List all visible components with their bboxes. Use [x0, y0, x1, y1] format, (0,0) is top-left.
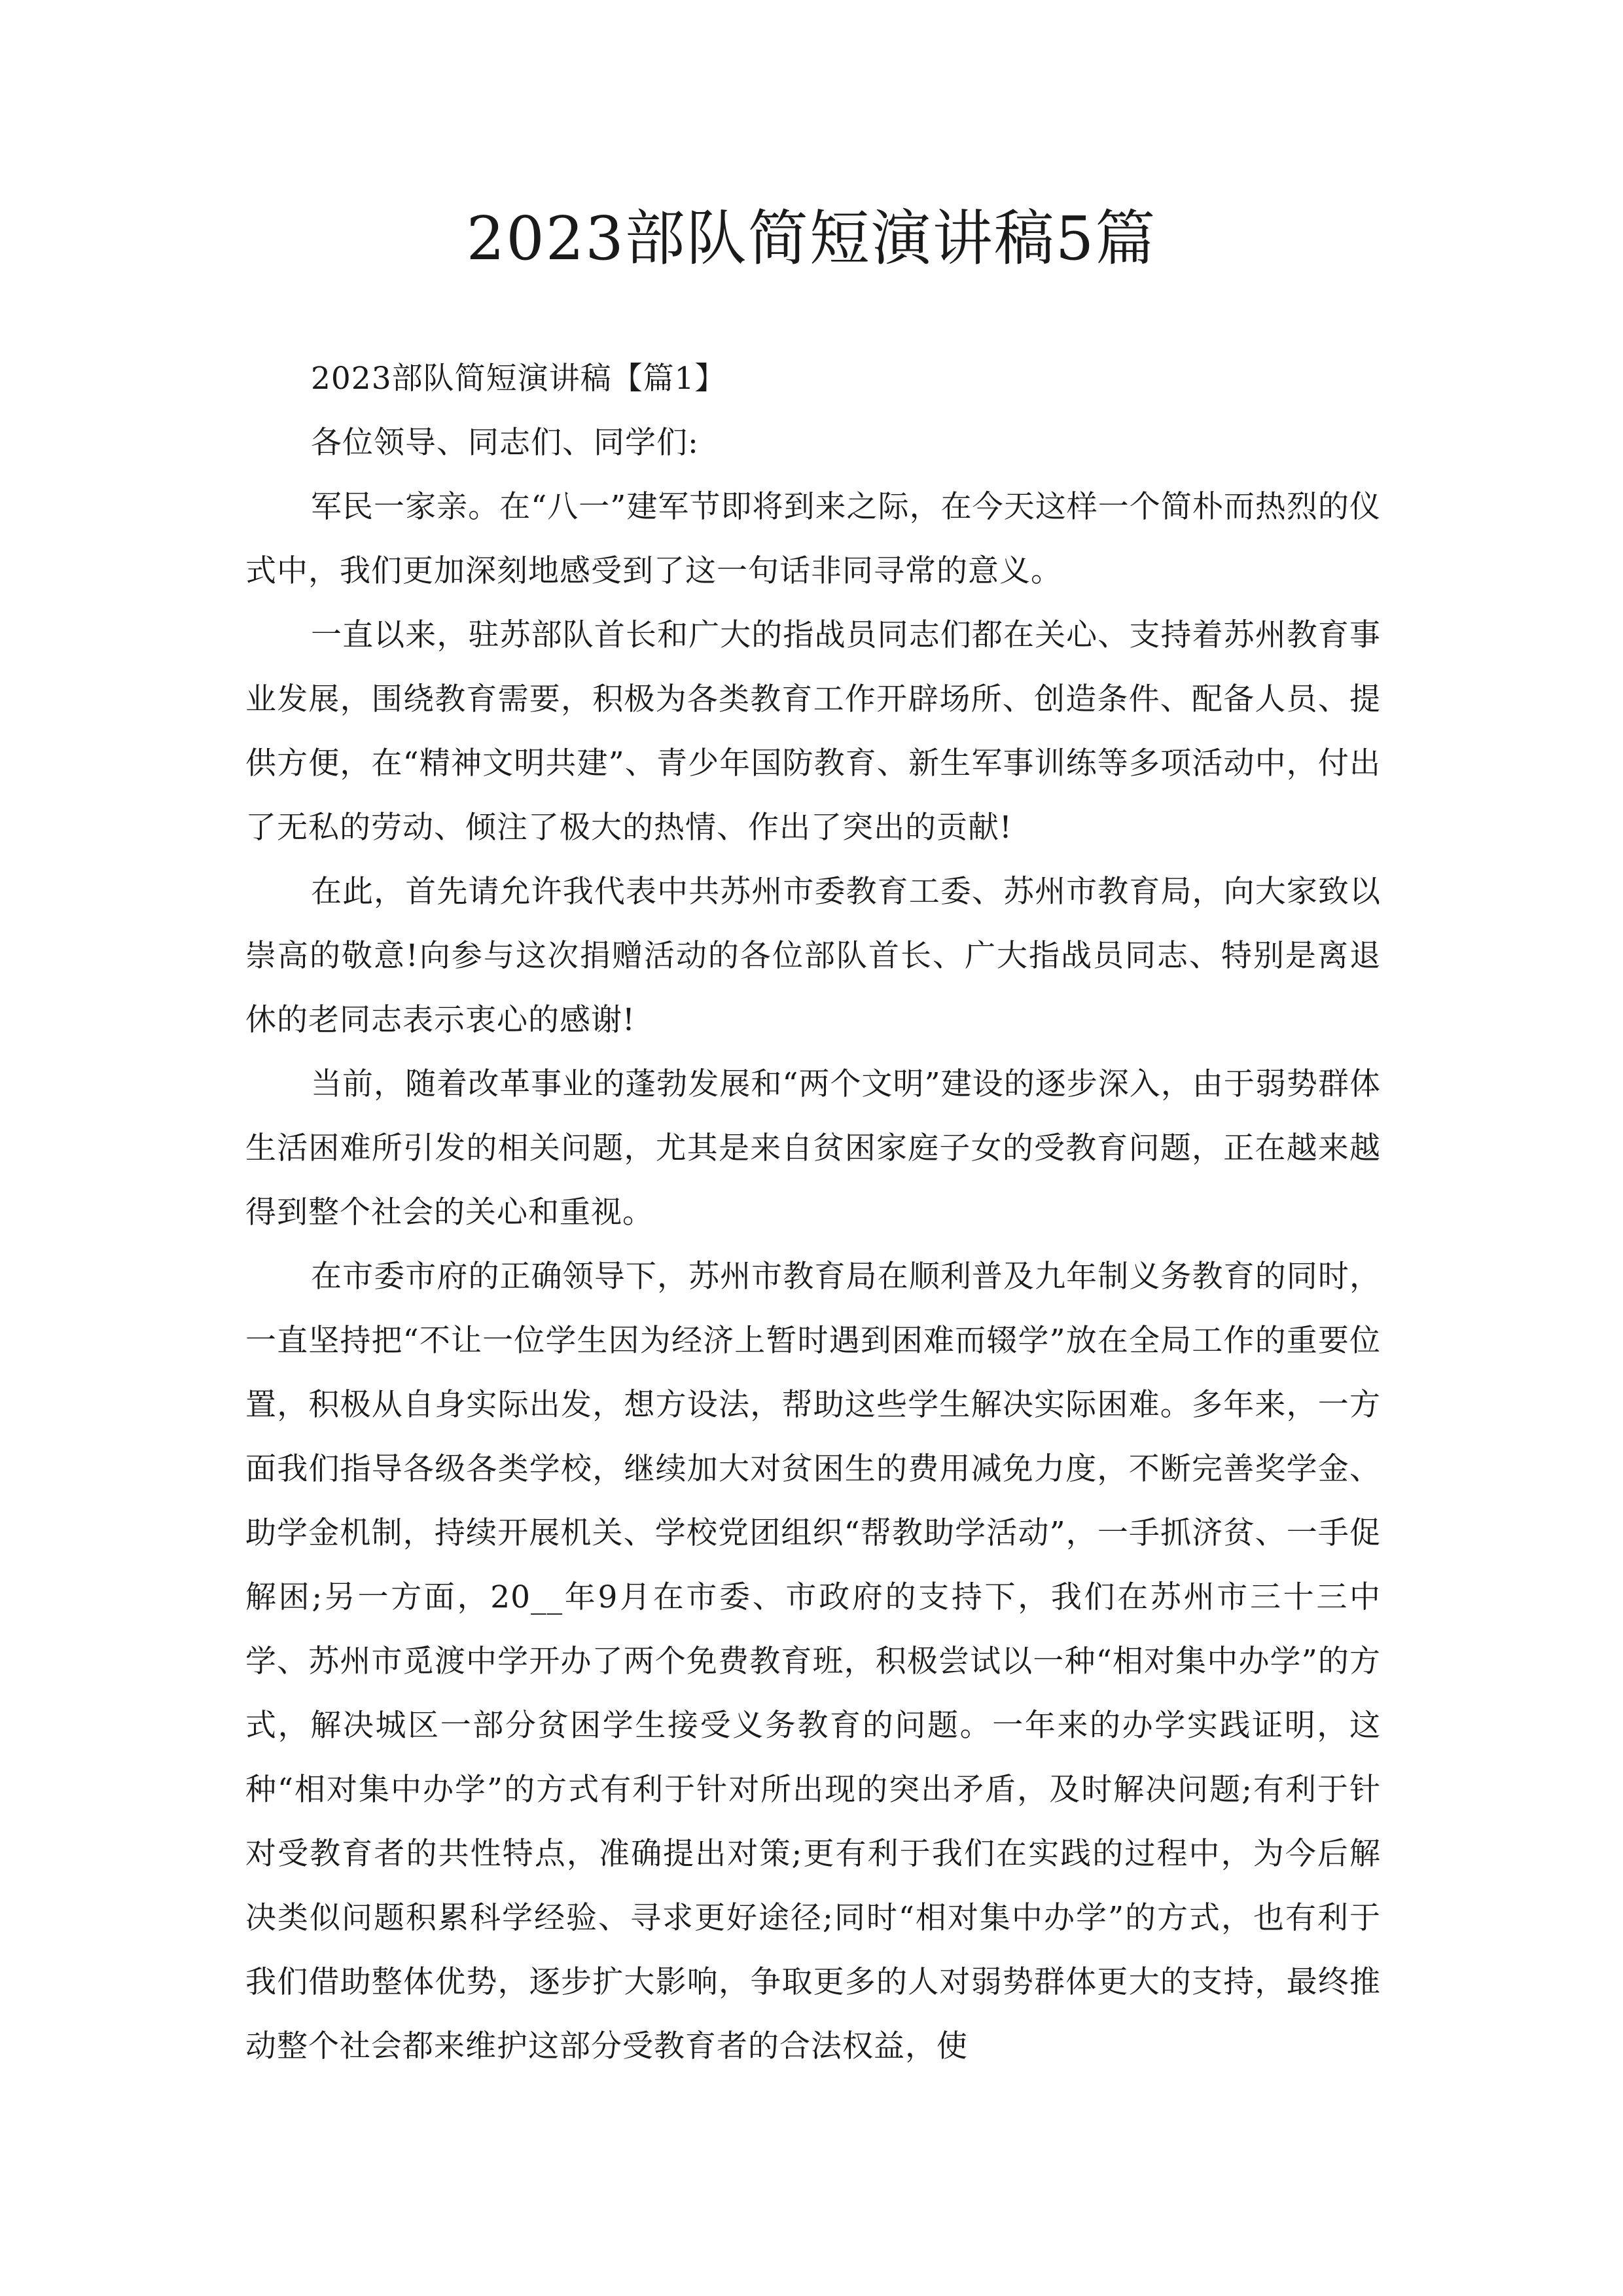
- paragraph: 在此，首先请允许我代表中共苏州市委教育工委、苏州市教育局，向大家致以崇高的敬意!向参与这次捐赠活动的各位部队首长、广大指战员同志、特别是离退休的老同志表示衷心的感谢!: [245, 874, 1381, 1038]
- paragraph: 军民一家亲。在“八一”建军节即将到来之际，在今天这样一个简朴而热烈的仪式中，我们更加深刻地感受到了这一句话非同寻常的意义。: [245, 489, 1381, 589]
- paragraph: 一直以来，驻苏部队首长和广大的指战员同志们都在关心、支持着苏州教育事业发展，围绕教育需要，积极为各类教育工作开辟场所、创造条件、配备人员、提供方便，在“精神文明共建”、青少年国防教育、新生军事训练等多项活动中，付出了无私的劳动、倾注了极大的热情、作出了突出的贡献!: [245, 617, 1381, 846]
- paragraph: 在市委市府的正确领导下，苏州市教育局在顺利普及九年制义务教育的同时，一直坚持把“不让一位学生因为经济上暂时遇到困难而辍学”放在全局工作的重要位置，积极从自身实际出发，想方设法，帮助这些学生解决实际困难。多年来，一方面我们指导各级各类学校，继续加大对贫困生的费用减免力度，不断完善奖学金、助学金机制，持续开展机关、学校党团组织“帮教助学活动”，一手抓济贫、一手促解困;另一方面，20__年9月在市委、市政府的支持下，我们在苏州市三十三中学、苏州市觅渡中学开办了两个免费教育班，积极尝试以一种“相对集中办学”的方式，解决城区一部分贫困学生接受义务教育的问题。一年来的办学实践证明，这种“相对集中办学”的方式有利于针对所出现的突出矛盾，及时解决问题;有利于针对受教育者的共性特点，准确提出对策;更有利于我们在实践的过程中，为今后解决类似问题积累科学经验、寻求更好途径;同时“相对集中办学”的方式，也有利于我们借助整体优势，逐步扩大影响，争取更多的人对弱势群体更大的支持，最终推动整个社会都来维护这部分受教育者的合法权益，使: [245, 1259, 1381, 2064]
- document-title: 2023部队简短演讲稿5篇: [466, 204, 1157, 274]
- salutation: 各位领导、同志们、同学们:: [311, 425, 699, 461]
- document-body: [245, 347, 1381, 2079]
- paragraph: 当前，随着改革事业的蓬勃发展和“两个文明”建设的逐步深入，由于弱势群体生活困难所引发的相关问题，尤其是来自贫困家庭子女的受教育问题，正在越来越得到整个社会的关心和重视。: [245, 1066, 1381, 1230]
- section-heading: 2023部队简短演讲稿【篇1】: [311, 361, 726, 397]
